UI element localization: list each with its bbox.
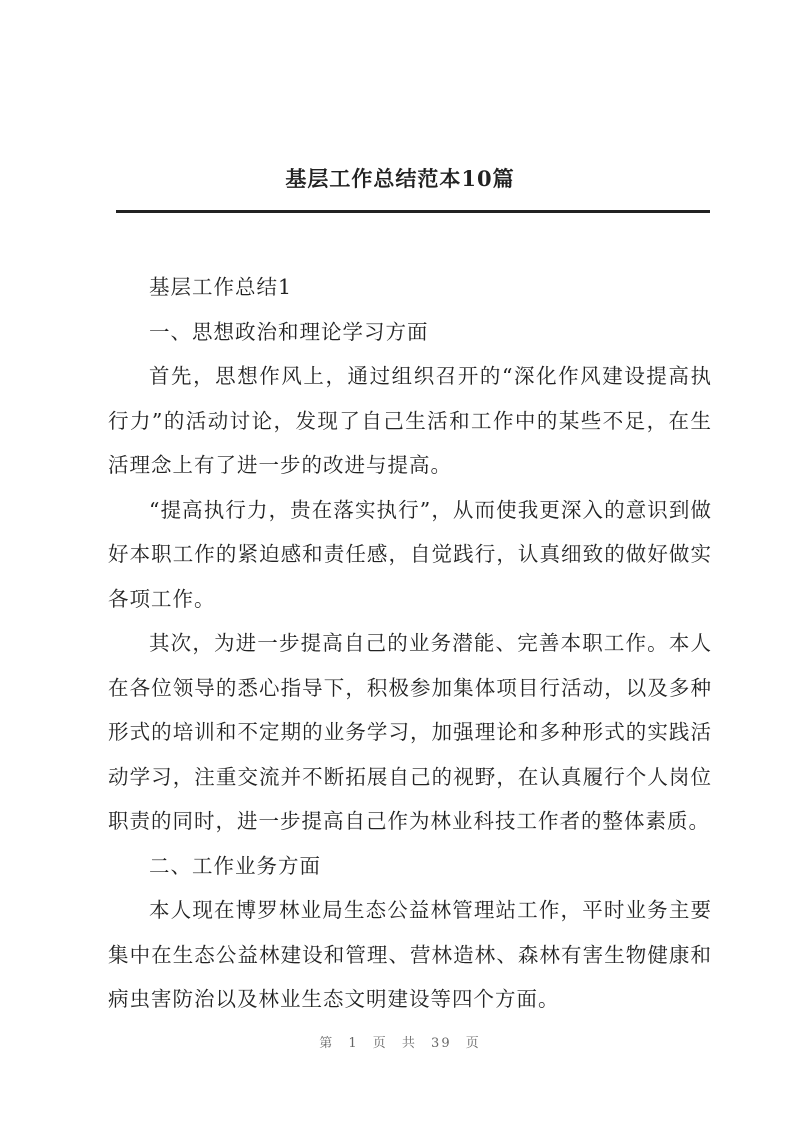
section-heading-political-study: 一、思想政治和理论学习方面 (149, 319, 429, 344)
paragraph-work-style: 首先，思想作风上，通过组织召开的“深化作风建设提高执行力”的活动讨论，发现了自己生活和工作中的某些不足，在生活理念上有了进一步的改进与提高。 (108, 364, 712, 477)
document-title: 基层工作总结范本10篇 (285, 166, 515, 191)
paragraph-current-duties: 本人现在博罗林业局生态公益林管理站工作，平时业务主要集中在生态公益林建设和管理、营林造林、森林有害生物健康和病虫害防治以及林业生态文明建设等四个方面。 (108, 898, 712, 1011)
title-divider (116, 210, 710, 213)
paragraph-execution: “提高执行力，贵在落实执行”，从而使我更深入的意识到做好本职工作的紧迫感和责任感，自觉践行，认真细致的做好做实各项工作。 (108, 497, 712, 611)
paragraph-professional-development: 其次，为进一步提高自己的业务潜能、完善本职工作。本人在各位领导的悉心指导下，积极参加集体项目行活动，以及多种形式的培训和不定期的业务学习，加强理论和多种形式的实践活动学习，注重交流并不断拓展自己的视野，在认真履行个人岗位职责的同时，进一步提高自己作为林业科技工作者的整体素质。 (108, 631, 712, 833)
document-body (108, 265, 712, 1022)
page-number-footer: 第 1 页 共 39 页 (319, 1036, 481, 1051)
section-heading-summary-1: 基层工作总结1 (149, 275, 293, 299)
section-heading-business: 二、工作业务方面 (149, 853, 321, 878)
